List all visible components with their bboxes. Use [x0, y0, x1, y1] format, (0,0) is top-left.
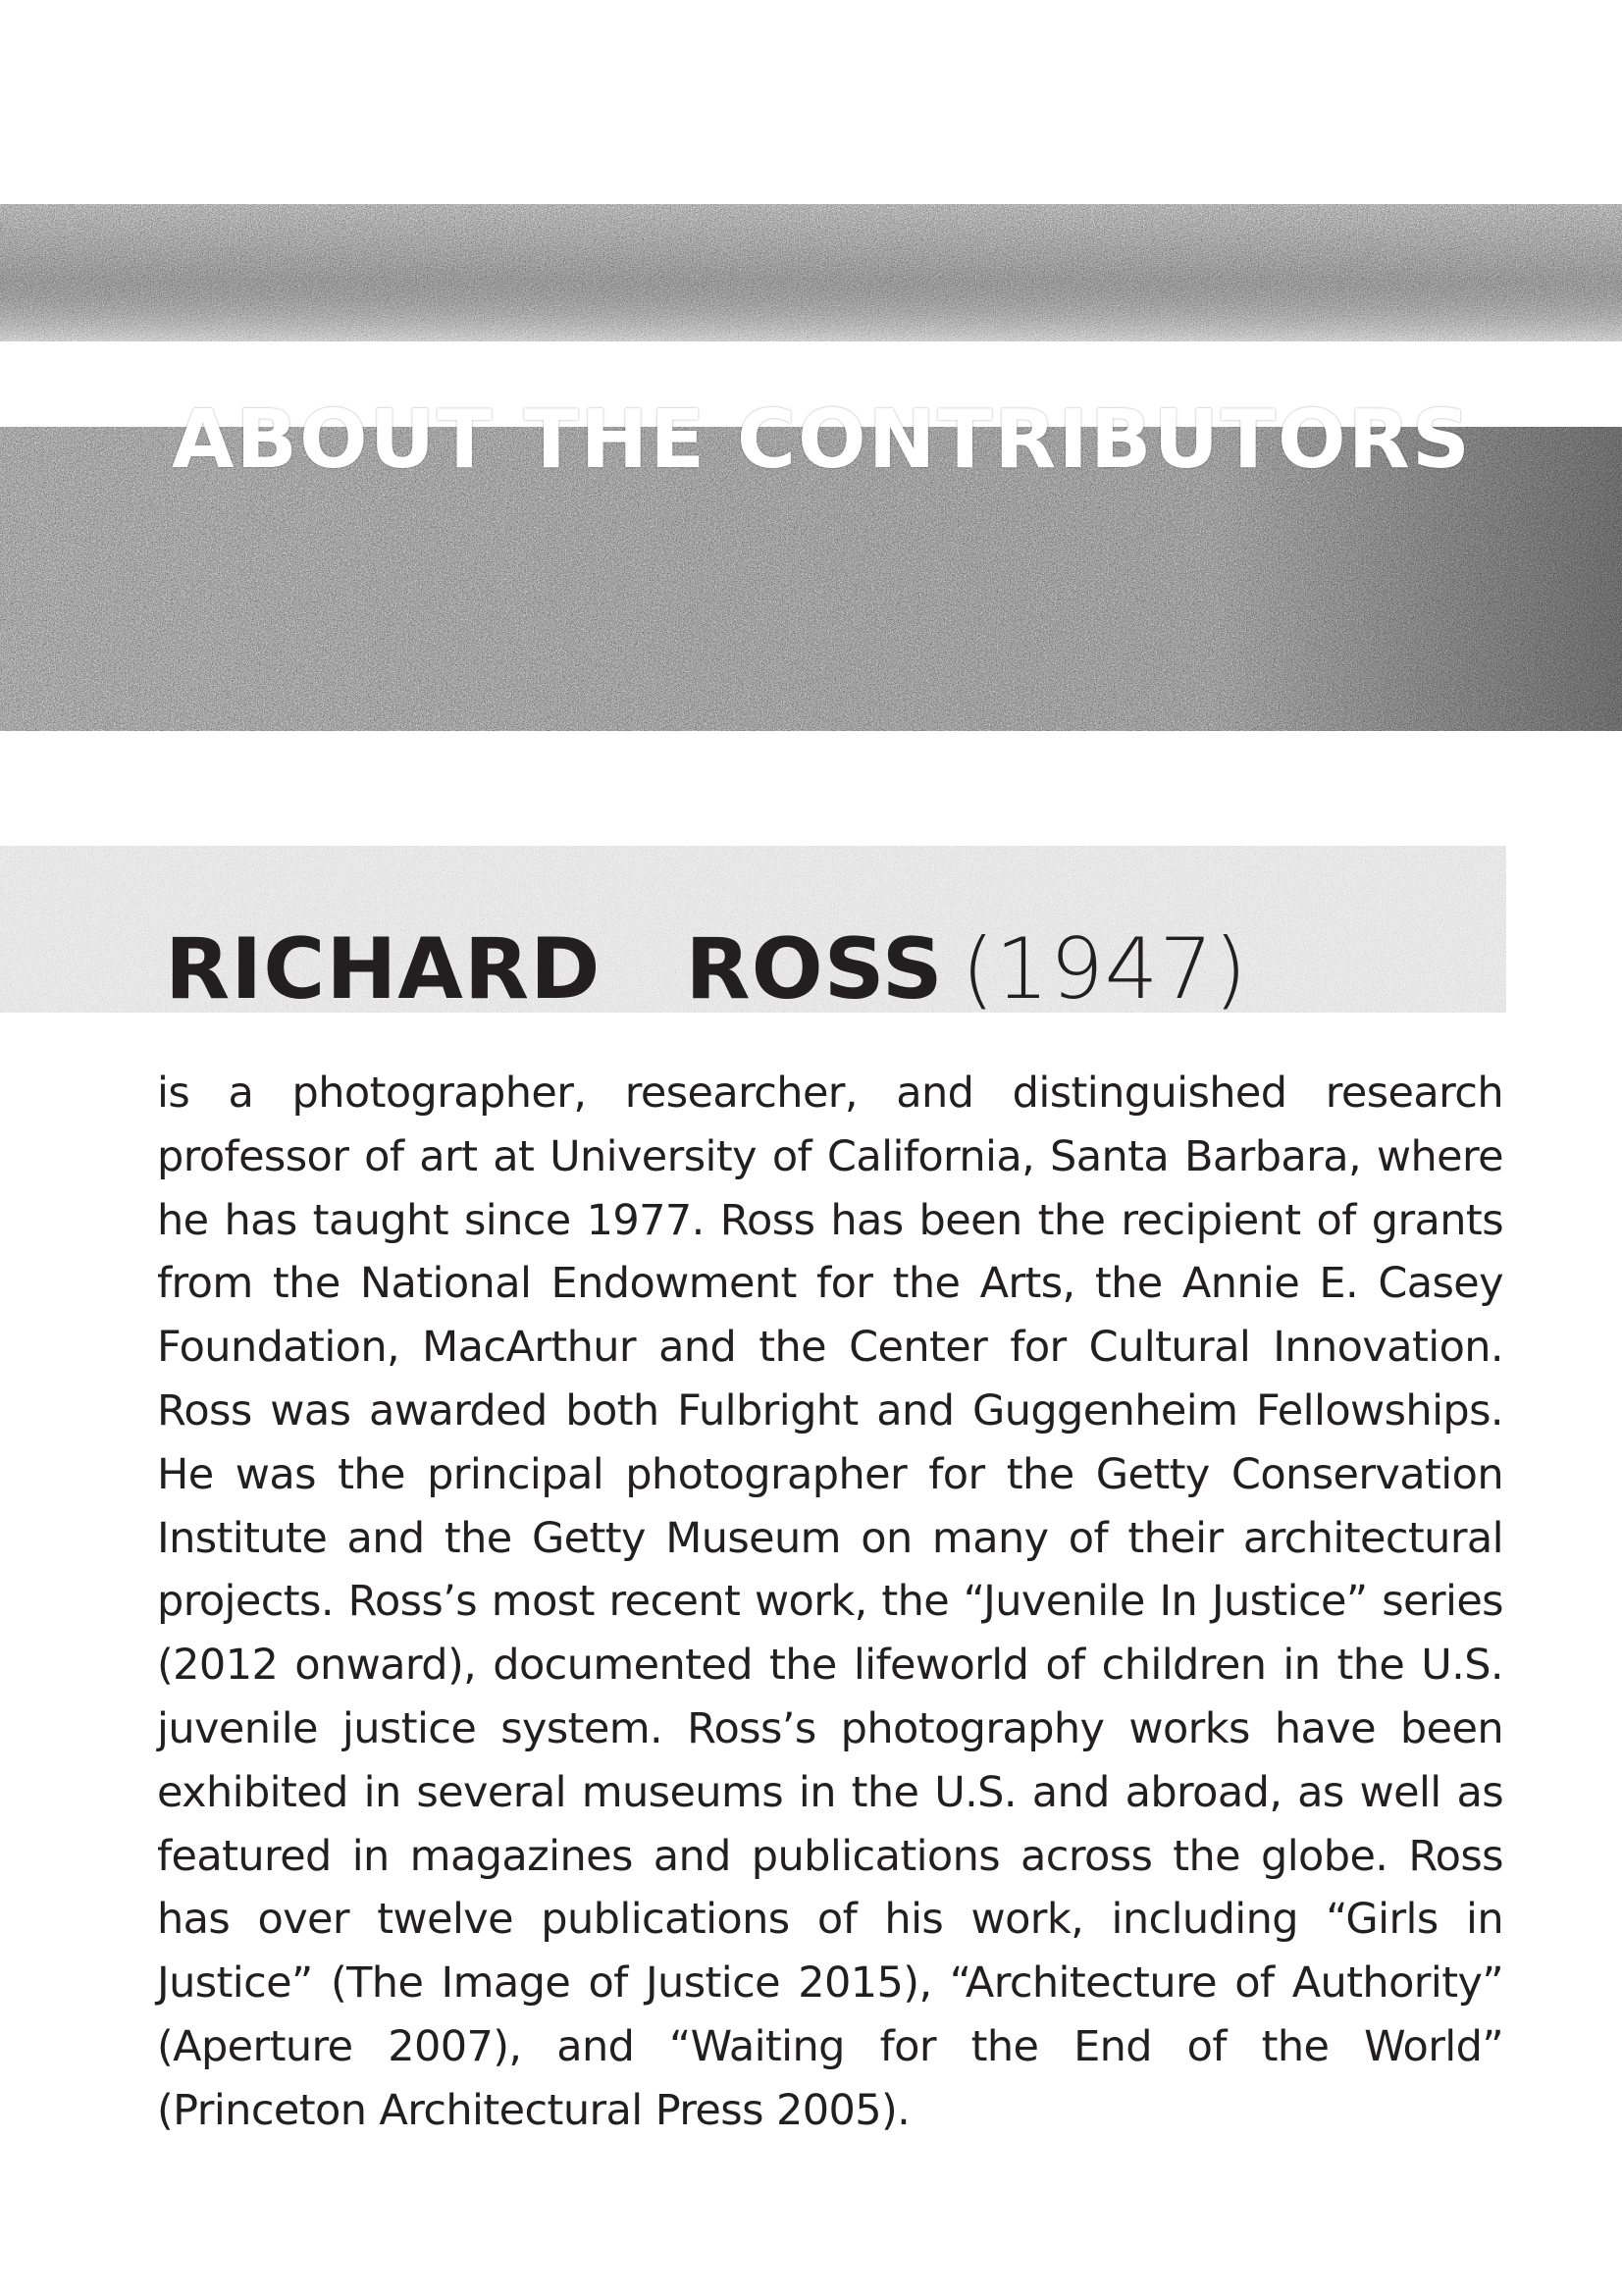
contributor-name: RICHARD ROSS — [165, 920, 944, 1018]
contributor-birth-year: (1947) — [961, 920, 1248, 1018]
grain-texture-top — [0, 204, 1622, 341]
texture-band-top — [0, 204, 1622, 341]
contributor-bio: is a photographer, researcher, and distinguished research professor of art at University of California, Santa Barbara, where he has taught since 1977. Ross has been the recipient of grants from the National Endowment for the Arts, the Annie E. Casey Foundation, MacArthur and the Center for Cultural Innovation. Ross was awarded both Fulbright and Guggenheim Fellowships. He was the principal photographer for the Getty Conservation Institute and the Getty Museum on many of their architectural projects. Ross’s most recent work, the “Juvenile In Justice” series (2012 onward), documented the lifeworld of children in the U.S. juvenile justice system. Ross’s photography works have been exhibited in several museums in the U.S. and abroad, as well as featured in magazines and publications across the globe. Ross has over twelve publications of his work, including “Girls in Justice” (The Image of Justice 2015), “Architecture of Authority” (Aperture 2007), and “Waiting for the End of the World” (Princeton Architectural Press 2005). — [157, 1069, 1503, 2135]
section-title: ABOUT THE CONTRIBUTORS — [172, 393, 1472, 487]
contributor-heading — [165, 920, 1248, 1018]
